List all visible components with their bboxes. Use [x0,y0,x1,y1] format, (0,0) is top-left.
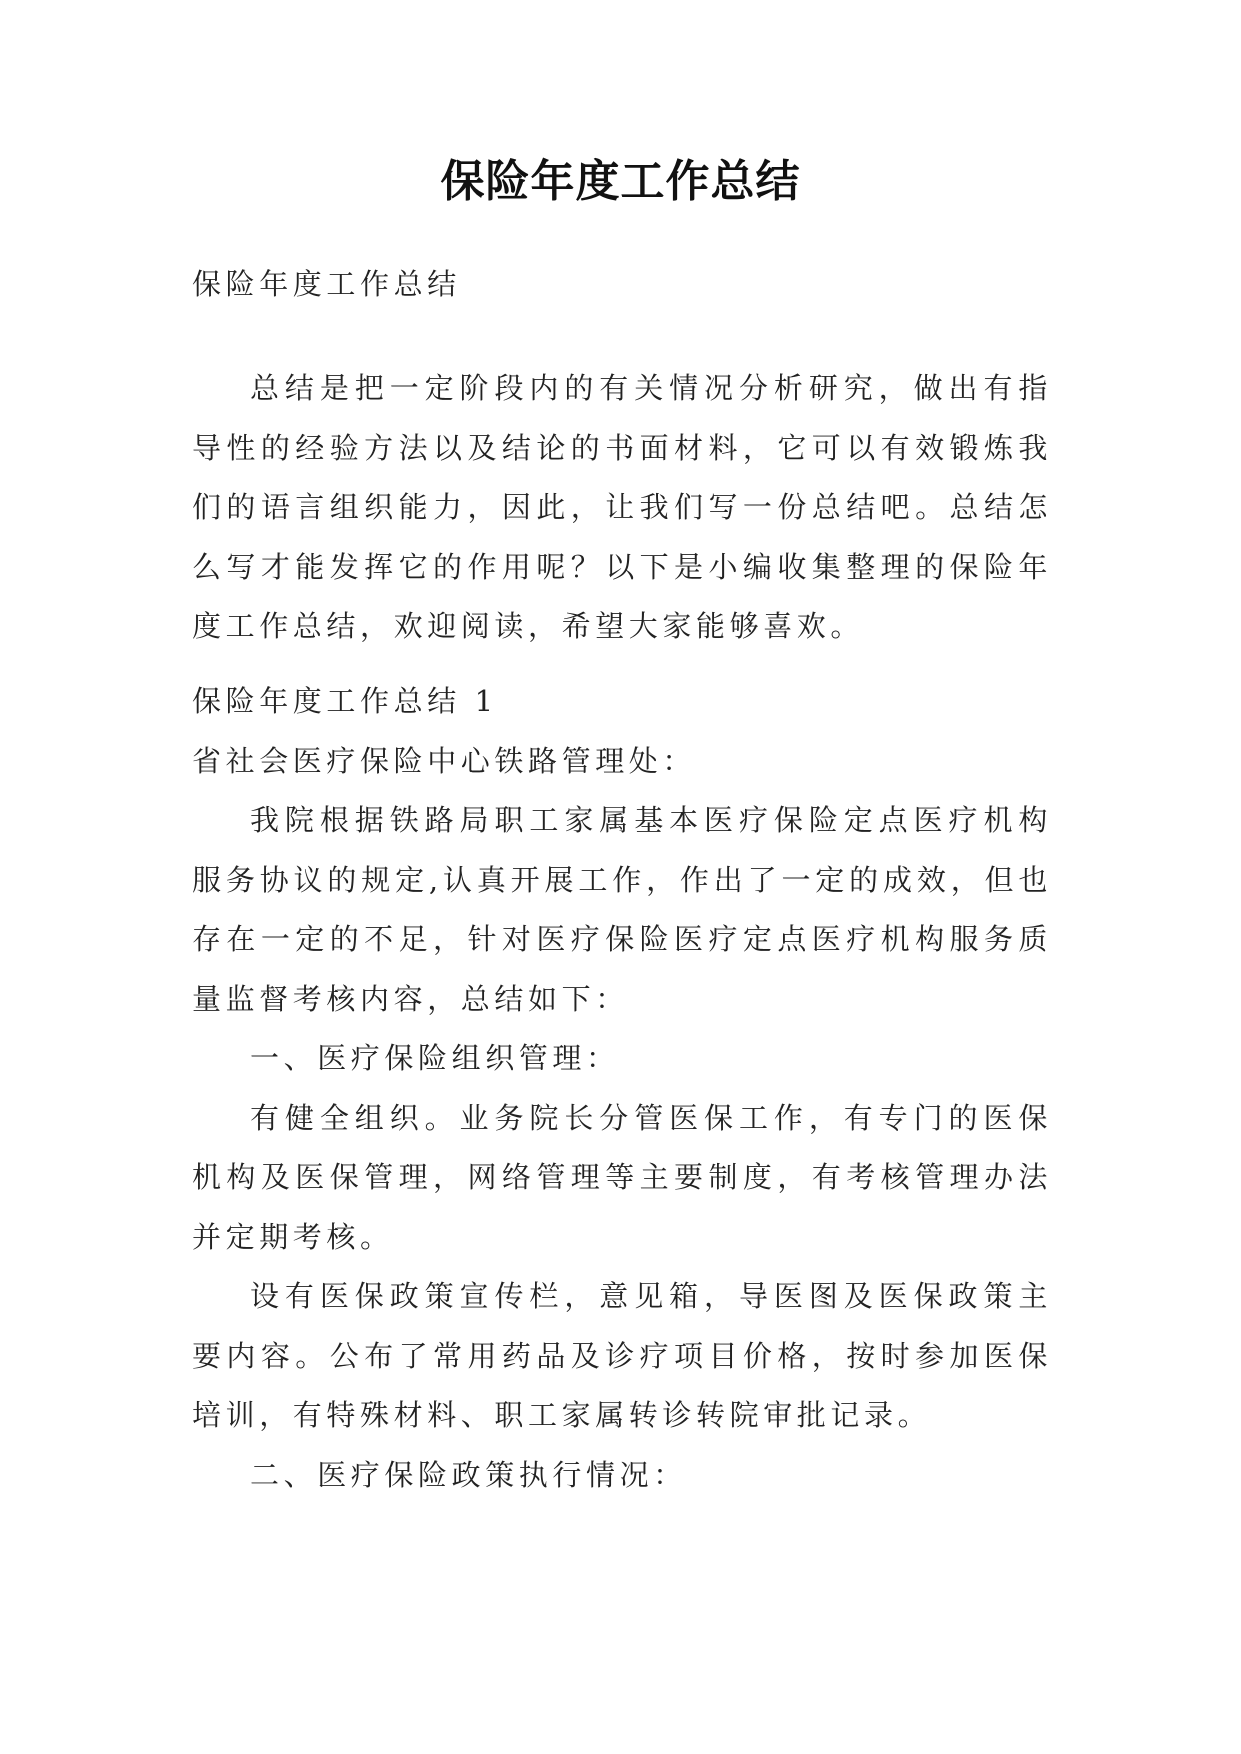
document-subtitle: 保险年度工作总结 [192,267,461,301]
document-title: 保险年度工作总结 [440,156,801,207]
body-paragraph-2: 有健全组织。业务院长分管医保工作，有专门的医保机构及医保管理，网络管理等主要制度，有考核管理办法并定期考核。 [192,1100,1052,1254]
body-paragraph-3: 设有医保政策宣传栏，意见箱，导医图及医保政策主要内容。公布了常用药品及诊疗项目价格，按时参加医保培训，有特殊材料、职工家属转诊转院审批记录。 [192,1279,1052,1432]
intro-block [192,359,1052,657]
body-paragraph-1: 我院根据铁路局职工家属基本医疗保险定点医疗机构服务协议的规定,认真开展工作，作出了一定的成效，但也存在一定的不足，针对医疗保险医疗定点医疗机构服务质量监督考核内容，总结如下： [192,803,1052,1016]
intro-paragraph: 总结是把一定阶段内的有关情况分析研究，做出有指导性的经验方法以及结论的书面材料，它可以有效锻炼我们的语言组织能力，因此，让我们写一份总结吧。总结怎么写才能发挥它的作用呢？以下是小编收集整理的保险年度工作总结，欢迎阅读，希望大家能够喜欢。 [192,371,1052,643]
heading-policy-execution: 二、医疗保险政策执行情况： [250,1457,687,1492]
addressee-line: 省社会医疗保险中心铁路管理处： [192,743,697,778]
subtitle-block [192,255,1052,315]
heading-organization-management: 一、医疗保险组织管理： [250,1041,620,1075]
section-1-heading: 保险年度工作总结 1 [192,684,498,718]
section-1-block [192,672,1052,1505]
